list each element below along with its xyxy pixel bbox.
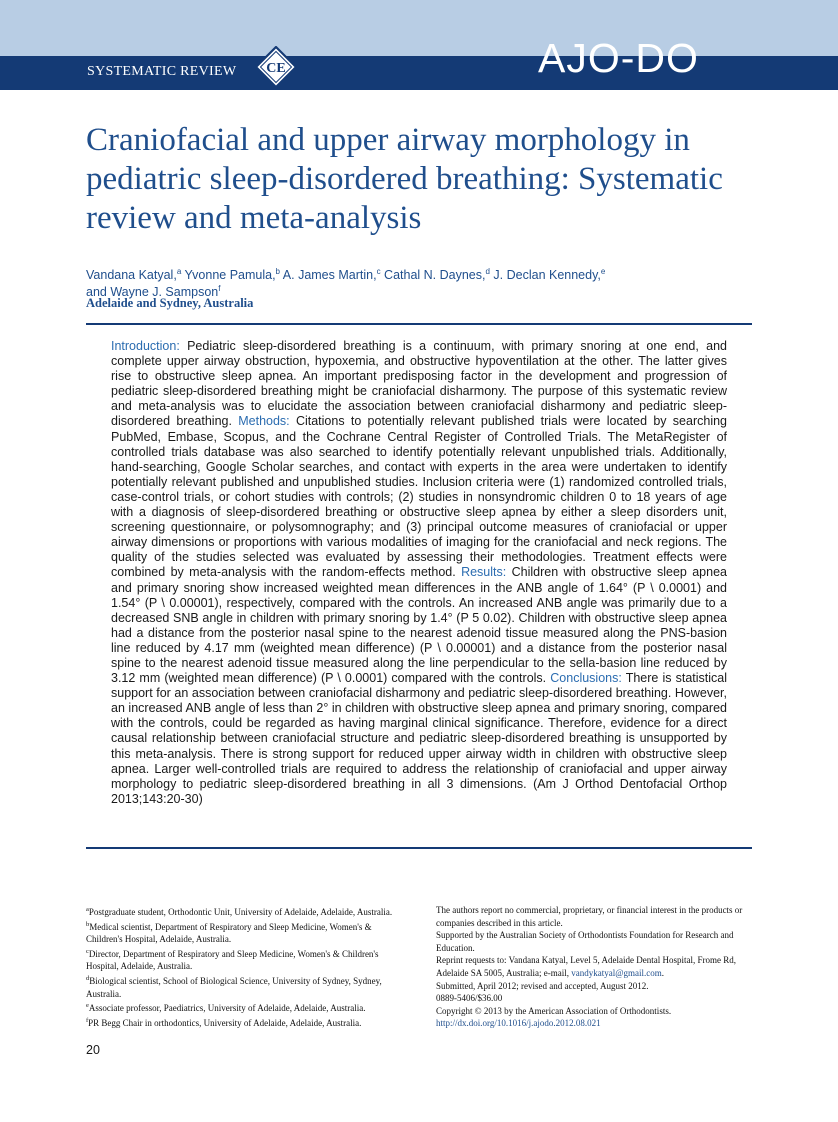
article-info-notes bbox=[436, 904, 754, 1030]
ce-badge-text: CE bbox=[266, 61, 286, 76]
abstract-conclusions-text: There is statistical support for an association between craniofacial disharmony and pediatric sleep-disordered breathing. However, an increased ANB angle of less than 2° in children with obstructive sleep apnea and primary snoring, compared with the controls, could be regarded as having marginal clinical significance. Therefore, evidence for a direct causal relationship between craniofacial structure and pediatric sleep-disordered breathing is unsupported by this meta-analysis. There is strong support for reduced upper airway width in children with obstructive sleep apnea. Larger well-controlled trials are required to address the relationship of craniofacial and upper airway morphology to pediatric sleep-disordered breathing in all 3 dimensions. (Am J Orthod Dentofacial Orthop 2013;143:20-30) bbox=[111, 671, 728, 806]
reprint-email-link[interactable]: vandykatyal@gmail.com bbox=[571, 967, 662, 978]
author-list bbox=[86, 265, 706, 299]
affiliation-note: $^e$Associate professor, Paediatrics, University of Adelaide, Adelaide, Australia. bbox=[86, 1002, 366, 1014]
author-affiliation-mark: d bbox=[485, 267, 490, 276]
abstract-conclusions-heading: Conclusions: bbox=[550, 671, 622, 686]
author-name: Yvonne Pamula, bbox=[181, 268, 276, 283]
abstract-results-text: Children with obstructive sleep apnea and primary snoring show increased weighted mean differences in the ANB angle of 1.64° (P \ 0.0001) and 1.54° (P \ 0.00001), respectively, compared with the controls. An increased ANB angle was primarily due to a decreased SNB angle in children with primary snoring by 1.4° (P 5 0.02). Children with obstructive sleep apnea had a distance from the posterior nasal spine to the nearest adenoid tissue measured along the PNS-basion line reduced by 4.17 mm (weighted mean difference) (P \ 0.00001) and a distance from the posterior nasal spine to the nearest adenoid tissue measured along the line perpendicular to the sella-basion line reduced by 3.12 mm (weighted mean difference) (P \ 0.0001) compared with the controls. bbox=[111, 565, 727, 686]
affiliation-note: $^d$Biological scientist, School of Biological Science, University of Sydney, Sydney, Australia. bbox=[86, 974, 382, 999]
abstract-introduction-heading: Introduction: bbox=[111, 339, 180, 353]
author-name: A. James Martin, bbox=[280, 268, 377, 283]
ce-badge-icon bbox=[255, 46, 297, 88]
author-affiliation-mark: b bbox=[275, 267, 280, 276]
dates-note: Submitted, April 2012; revised and accepted, August 2012. bbox=[436, 980, 649, 991]
author-affiliation-mark: e bbox=[600, 267, 606, 276]
abstract-results-heading: Results: bbox=[461, 565, 507, 580]
author-affiliation-mark: f bbox=[218, 284, 221, 294]
article-title: Craniofacial and upper airway morphology in pediatric sleep-disordered breathing: Systematic review and meta-analysis bbox=[86, 122, 723, 236]
section-label: SYSTEMATIC REVIEW bbox=[87, 64, 237, 79]
doi-link[interactable]: http://dx.doi.org/10.1016/j.ajodo.2012.08.021 bbox=[436, 1018, 601, 1029]
copyright-note: Copyright © 2013 by the American Association of Orthodontists. bbox=[436, 1005, 672, 1016]
affiliation-note: $^f$PR Begg Chair in orthodontics, University of Adelaide, Adelaide, Australia. bbox=[86, 1016, 362, 1028]
disclosure-note: The authors report no commercial, proprietary, or financial interest in the products or companies described in this article. bbox=[436, 905, 743, 928]
reprint-note: Reprint requests to: Vandana Katyal, Level 5, Adelaide Dental Hospital, Frome Rd, Adelaide SA 5005, Australia; e-mail, vandykatyal@gmail.com. bbox=[436, 955, 737, 978]
affiliation-footnotes bbox=[86, 904, 406, 1029]
author-location: Adelaide and Sydney, Australia bbox=[86, 296, 254, 310]
page-number: 20 bbox=[86, 1043, 100, 1057]
author-affiliation-mark: a bbox=[176, 267, 182, 276]
affiliation-note: $^b$Medical scientist, Department of Respiratory and Sleep Medicine, Women's & Children's Hospital, Adelaide, Australia. bbox=[86, 920, 372, 945]
abstract-methods-text: Citations to potentially relevant published trials were located by searching PubMed, Embase, Scopus, and the Cochrane Central Register of Controlled Trials. The MetaRegister of controlled trials database was also searched to identify potentially relevant unpublished trials. Additionally, hand-searching, Google Scholar searches, and contact with experts in the area were undertaken to identify potentially relevant published and unpublished studies. Inclusion criteria were (1) randomized controlled trials, case-control trials, or cohort studies with controls; (2) studies in nonsyndromic children 0 to 18 years of age with a diagnosis of sleep-disordered breathing or obstructive sleep apnea by either a sleep disorders unit, screening questionnaire, or polysomnography; and (3) principal outcome measures of craniofacial or upper airway dimensions or proportions with various modalities of imaging for the craniofacial and neck regions. The quality of the studies selected was evaluated by assessing their methodologies. Treatment effects were combined by meta-analysis with the random-effects method. bbox=[111, 414, 727, 580]
abstract-top-rule bbox=[86, 323, 752, 325]
abstract-methods-heading: Methods: bbox=[238, 414, 290, 429]
author-affiliation-mark: c bbox=[376, 267, 381, 276]
issn-note: 0889-5406/$36.00 bbox=[436, 993, 503, 1004]
journal-logo: AJO-DO bbox=[538, 35, 699, 81]
support-note: Supported by the Australian Society of Orthodontists Foundation for Research and Education. bbox=[436, 930, 734, 953]
author-name: J. Declan Kennedy, bbox=[489, 268, 601, 283]
affiliation-note: $^a$Postgraduate student, Orthodontic Unit, University of Adelaide, Adelaide, Australia. bbox=[86, 906, 393, 917]
author-name: Vandana Katyal, bbox=[86, 268, 177, 283]
author-name: and Wayne J. Sampson bbox=[86, 285, 219, 300]
affiliation-note: $^c$Director, Department of Respiratory and Sleep Medicine, Women's & Children's Hospital, Adelaide, Australia. bbox=[86, 947, 379, 972]
abstract bbox=[111, 339, 727, 807]
abstract-introduction-text: Pediatric sleep-disordered breathing is a continuum, with primary snoring at one end, and complete upper airway obstruction, hypoxemia, and obstructive hypoventilation at the other. The latter gives rise to obstructive sleep apnea. An important predisposing factor in the development and progression of pediatric sleep-disordered breathing might be craniofacial disharmony. The purpose of this systematic review and meta-analysis was to elucidate the association between craniofacial disharmony and pediatric sleep-disordered breathing. bbox=[111, 339, 727, 429]
abstract-bottom-rule bbox=[86, 847, 752, 849]
header-top-band bbox=[0, 0, 838, 56]
author-name: Cathal N. Daynes, bbox=[380, 268, 486, 283]
